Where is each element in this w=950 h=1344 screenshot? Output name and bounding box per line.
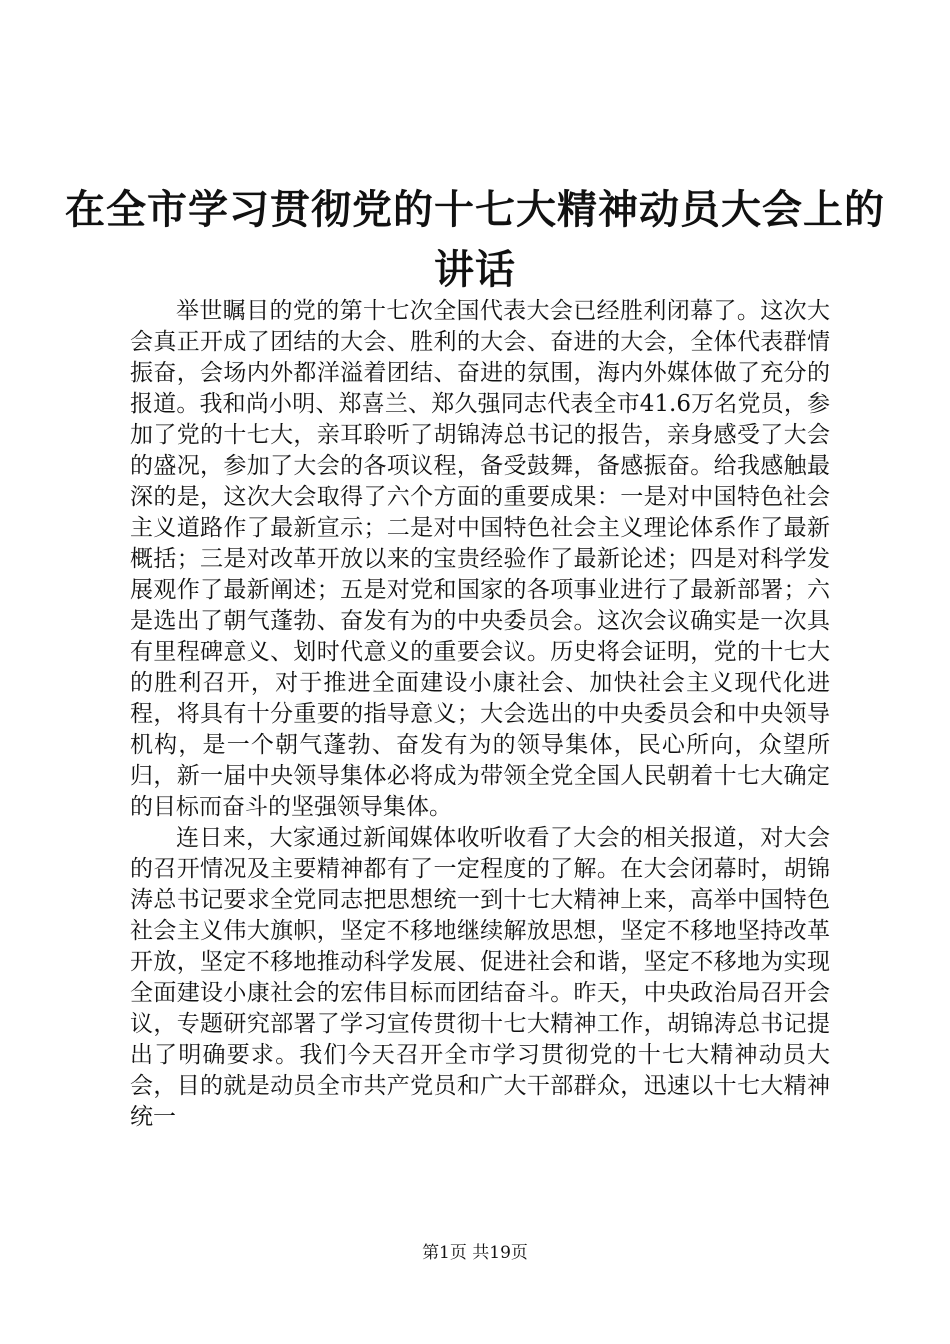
- document-title-line-1: 在全市学习贯彻党的十七大精神动员大会上的: [65, 186, 885, 233]
- document-body: [130, 296, 830, 1133]
- document-title-line-2: 讲话: [434, 246, 516, 293]
- page-number-footer: 第1页 共19页: [422, 1243, 528, 1263]
- paragraph-1: 举世瞩目的党的第十七次全国代表大会已经胜利闭幕了。这次大会真正开成了团结的大会、胜利的大会、奋进的大会，全体代表群情振奋，会场内外都洋溢着团结、奋进的氛围，海内外媒体做了充分的报道。我和尚小明、郑喜兰、郑久强同志代表全市41.6万名党员，参加了党的十七大，亲耳聆听了胡锦涛总书记的报告，亲身感受了大会的盛况，参加了大会的各项议程，备受鼓舞，备感振奋。给我感触最深的是，这次大会取得了六个方面的重要成果：一是对中国特色社会主义道路作了最新宣示；二是对中国特色社会主义理论体系作了最新概括；三是对改革开放以来的宝贵经验作了最新论述；四是对科学发展观作了最新阐述；五是对党和国家的各项事业进行了最新部署；六是选出了朝气蓬勃、奋发有为的中央委员会。这次会议确实是一次具有里程碑意义、划时代意义的重要会议。历史将会证明，党的十七大的胜利召开，对于推进全面建设小康社会、加快社会主义现代化进程，将具有十分重要的指导意义；大会选出的中央委员会和中央领导机构，是一个朝气蓬勃、奋发有为的领导集体，民心所向，众望所归，新一届中央领导集体必将成为带领全党全国人民朝着十七大确定的目标而奋斗的坚强领导集体。: [130, 298, 830, 820]
- paragraph-2: 连日来，大家通过新闻媒体收听收看了大会的相关报道，对大会的召开情况及主要精神都有了一定程度的了解。在大会闭幕时，胡锦涛总书记要求全党同志把思想统一到十七大精神上来，高举中国特色社会主义伟大旗帜，坚定不移地继续解放思想，坚定不移地坚持改革开放，坚定不移地推动科学发展、促进社会和谐，坚定不移地为实现全面建设小康社会的宏伟目标而团结奋斗。昨天，中央政治局召开会议，专题研究部署了学习宣传贯彻十七大精神工作，胡锦涛总书记提出了明确要求。我们今天召开全市学习贯彻党的十七大精神动员大会，目的就是动员全市共产党员和广大干部群众，迅速以十七大精神统一: [130, 825, 830, 1130]
